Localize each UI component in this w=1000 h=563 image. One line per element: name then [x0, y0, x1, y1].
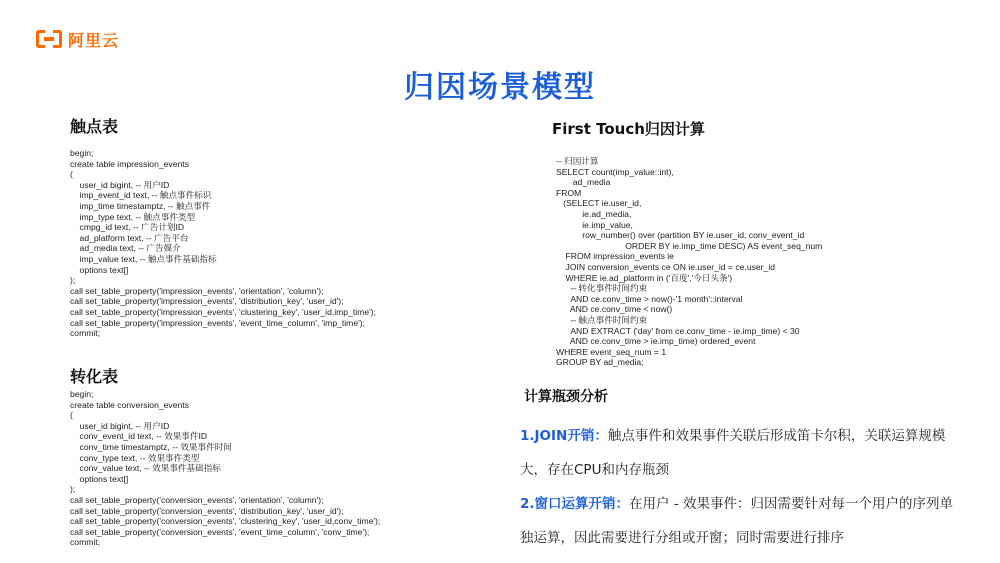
brand-logo	[36, 28, 119, 50]
touch-table-heading: 触点表	[70, 117, 119, 136]
conversion-table-heading: 转化表	[70, 367, 119, 386]
bottleneck-point-join	[520, 419, 960, 487]
bottleneck-text: 触点事件和效果事件关联后形成笛卡尔积，关联运算规模大，存在CPU和内存瓶颈	[520, 428, 946, 478]
conversion-table-code: begin; create table conversion_events ( user_id bigint, -- 用户ID conv_event_id text, -- 效果事件ID conv_time timestamptz, -- 效果事件时间 conv_type text, -- 效果事件类型 conv_value text, -- 效果事件基础指标 options text[] ); call set_table_property('conversion_events', 'orientation', 'column'); call set_table_property('conversion_events', 'distribution_key', 'user_id'); call set_table_property('conversion_events', 'clustering_key', 'user_id,conv_time'); call set_table_property('conversion_events', 'event_time_column', 'conv_time'); commit;	[70, 389, 381, 548]
first-touch-heading: First Touch归因计算	[552, 120, 705, 138]
bottleneck-point-window	[520, 487, 960, 555]
bottleneck-text: 在用户 - 效果事件：归因需要针对每一个用户的序列单独运算，因此需要进行分组或开窗；同时需要进行排序	[520, 496, 953, 546]
attribution-sql: -- 归因计算 SELECT count(imp_value::int), ad_media FROM (SELECT ie.user_id, ie.ad_media, ie.imp_value, row_number() over (partition BY ie.user_id, conv_event_id ORDER BY ie.imp_time DESC) AS event_seq_num FROM impression_events ie JOIN conversion_events ce ON ie.user_id = ce.user_id WHERE ie.ad_platform in ('百度','今日头条') -- 转化事件时间约束 AND ce.conv_time > now()-'1 month'::interval AND ce.conv_time < now() -- 触点事件时间约束 AND EXTRACT ('day' from ce.conv_time - ie.imp_time) < 30 AND ce.conv_time > ie.imp_time) ordered_event WHERE event_seq_num = 1 GROUP BY ad_media;	[556, 156, 823, 368]
bottleneck-label: 1.JOIN开销：	[520, 428, 608, 444]
bottleneck-analysis-title: 计算瓶颈分析	[524, 389, 608, 405]
page-title: 归因场景模型	[404, 70, 596, 105]
aliyun-logo-icon	[36, 30, 62, 48]
touch-table-code: begin; create table impression_events ( user_id bigint, -- 用户ID imp_event_id text, -- 触点事件标识 imp_time timestamptz, -- 触点事件 imp_type text, -- 触点事件类型 cmpg_id text, -- 广告计划ID ad_platform text, -- 广告平台 ad_media text, -- 广告媒介 imp_value text, -- 触点事件基础指标 options text[] ); call set_table_property('impression_events', 'orientation', 'column'); call set_table_property('impression_events', 'distribution_key', 'user_id'); call set_table_property('impression_events', 'clustering_key', 'user_id,imp_time'); call set_table_property('impression_events', 'event_time_column', 'imp_time'); commit;	[70, 148, 376, 339]
bottleneck-label: 2.窗口运算开销：	[520, 496, 630, 512]
brand-name: 阿里云	[68, 30, 120, 50]
